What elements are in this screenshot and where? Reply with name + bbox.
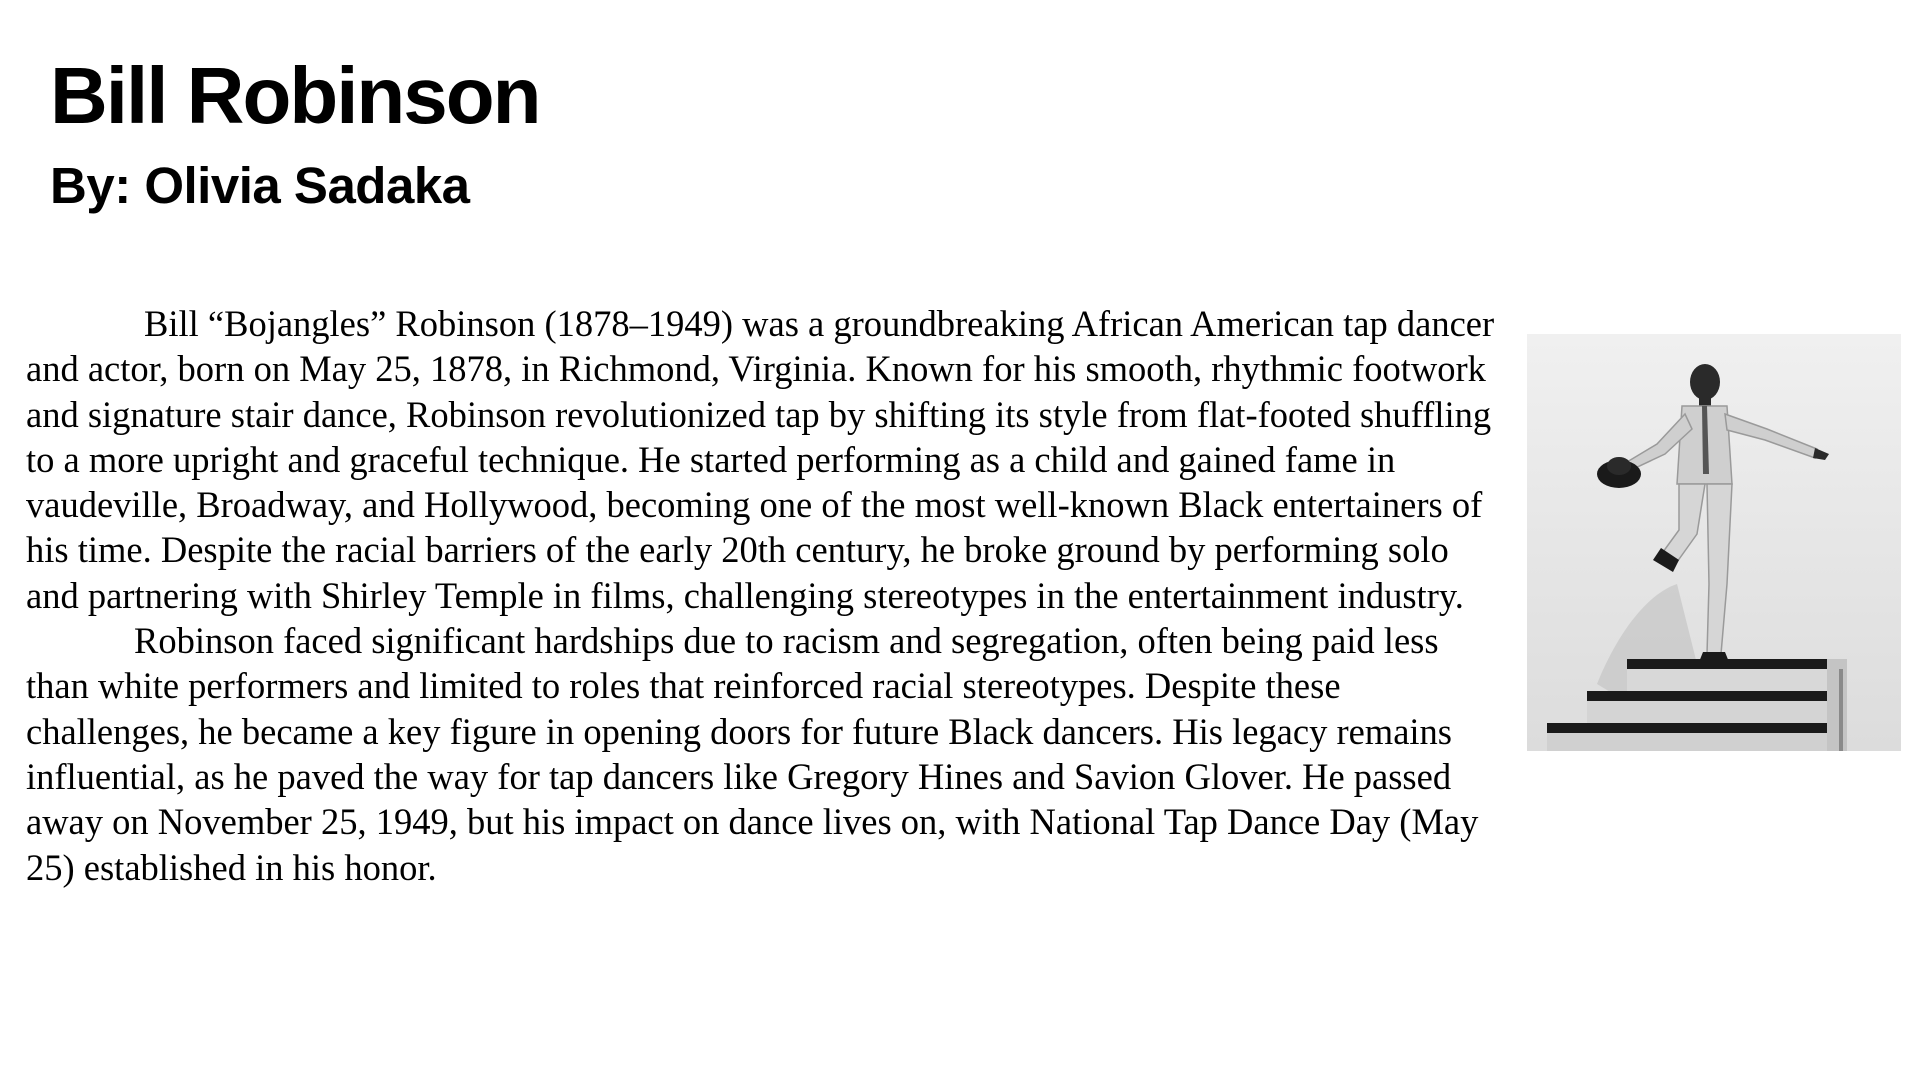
body-paragraph-2: Robinson faced significant hardships due to racism and segregation, often being paid less than white performers and limited to roles that reinforced racial stereotypes. Despite these challenges, he became a key figure in opening doors for future Black dancers. His legacy remains influential, as he paved the way for tap dancers like Gregory Hines and Savion Glover. He passed away on November 25, 1949, but his impact on dance lives on, with National Tap Dance Day (May 25) established in his honor. (26, 620, 1479, 888)
body-paragraph-1: Bill “Bojangles” Robinson (1878–1949) was a groundbreaking African American tap dancer and actor, born on May 25, 1878, in Richmond, Virginia. Known for his smooth, rhythmic footwork and signature stair dance, Robinson revolutionized tap by shifting its style from flat-footed shuffling to a more upright and graceful technique. He started performing as a child and gained fame in vaudeville, Broadway, and Hollywood, becoming one of the most well-known Black entertainers of his time. Despite the racial barriers of the early 20th century, he broke ground by performing solo and partnering with Shirley Temple in films, challenging stereotypes in the entertainment industry. (26, 303, 1495, 616)
body-text-box[interactable] (26, 301, 1496, 890)
dancer-photo-illustration (1527, 334, 1901, 751)
slide-subtitle: By: Olivia Sadaka (50, 157, 470, 214)
dancer-photo[interactable] (1527, 334, 1901, 751)
slide-title: Bill Robinson (50, 51, 540, 140)
